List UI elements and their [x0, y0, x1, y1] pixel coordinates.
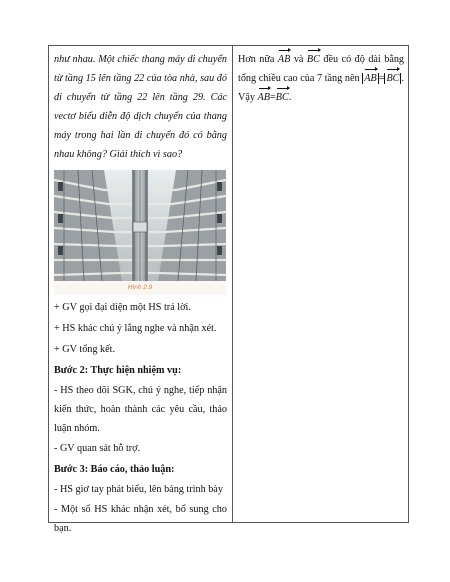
magnitude-bc: BC: [384, 73, 401, 84]
elevator-atrium-photo: [54, 170, 226, 281]
left-column: [54, 50, 227, 538]
text-line: + GV tổng kết.: [54, 344, 116, 355]
text-line: + HS khác chú ý lắng nghe và nhận xét.: [54, 323, 217, 334]
vector-ab: AB: [278, 50, 290, 69]
magnitude-ab: AB: [362, 73, 378, 84]
text-line: - HS theo dõi SGK, chú ý nghe, tiếp nhận kiến thức, hoàn thành các yêu cầu, thảo luận nhóm.: [54, 385, 227, 434]
question-text: như nhau. Một chiếc thang máy di chuyển từ tầng 15 lên tầng 22 của tòa nhà, sau đó di chuyển từ tầng 22 lên tầng 29. Các vectơ biểu diễn độ dịch chuyển của thang máy trong hai lần di chuyển đó có bằng nhau không? Giải thích vì sao?: [54, 54, 227, 160]
vector-bc: BC: [307, 50, 320, 69]
explanation-text: Hơn nữa AB và BC đều có độ dài bằng tổng chiều cao của 7 tầng nên AB = BC . Vậy AB=BC.: [238, 50, 404, 107]
step2-heading: Bước 2: Thực hiện nhiệm vụ:: [54, 365, 182, 376]
text-line: - Một số HS khác nhận xét, bổ sung cho bạn.: [54, 504, 227, 534]
text-line: + GV gọi đại diện một HS trả lời.: [54, 302, 191, 313]
figure-caption: Hình 2.9: [54, 281, 226, 295]
text-line: - HS giơ tay phát biểu, lên bảng trình bày: [54, 484, 223, 495]
vector-bc-conclusion: BC: [276, 88, 289, 107]
column-divider: [232, 46, 233, 522]
lesson-table: [48, 45, 409, 534]
text-line: - GV quan sát hỗ trợ.: [54, 443, 141, 454]
right-column: [238, 50, 404, 107]
vector-ab-conclusion: AB: [258, 88, 270, 107]
step3-heading: Bước 3: Báo cáo, thảo luận:: [54, 464, 175, 475]
